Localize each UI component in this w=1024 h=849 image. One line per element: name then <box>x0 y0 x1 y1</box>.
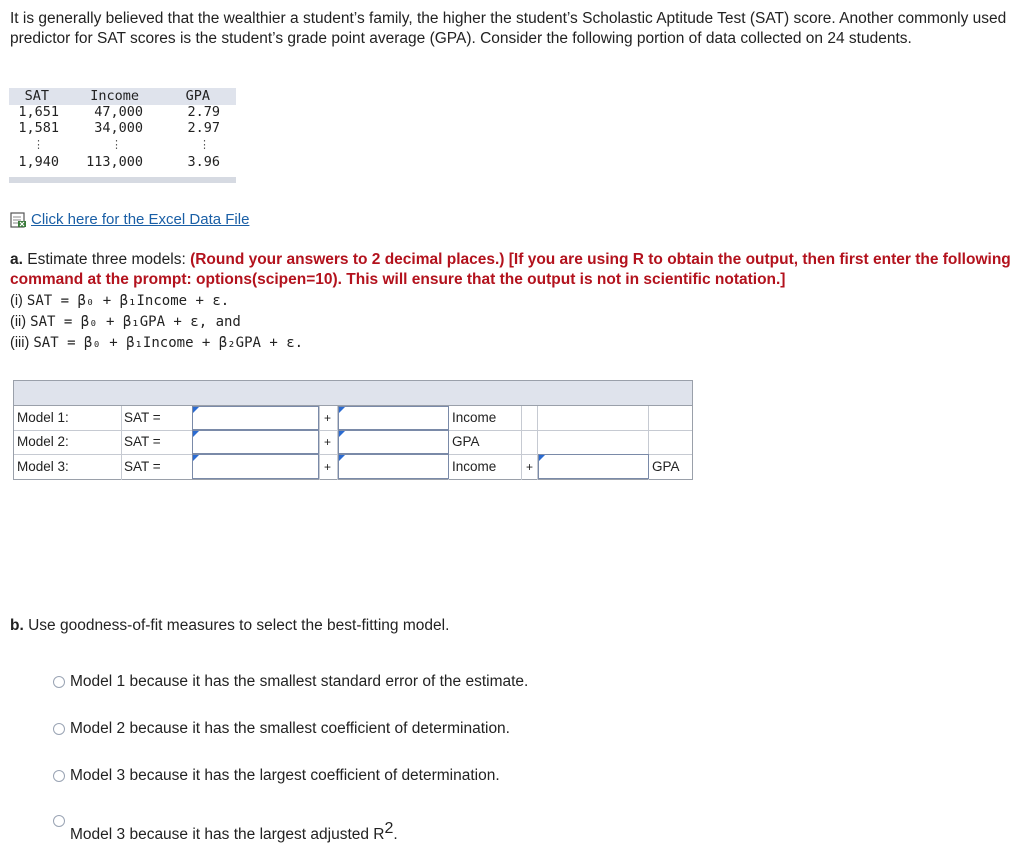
model-1-intercept-input[interactable] <box>192 406 319 430</box>
option-model-2[interactable] <box>53 720 510 738</box>
model-3-var-income: Income <box>452 459 497 474</box>
part-b-prefix: b. <box>10 617 24 634</box>
table-cell: 34,000 <box>94 120 143 136</box>
model-equation-2 <box>10 311 241 332</box>
plus-sign: + <box>324 460 332 474</box>
table-cell: 1,940 <box>18 154 59 170</box>
equation-formula: SAT = β₀ + β₁GPA + ε, and <box>30 314 241 330</box>
option-label <box>70 820 398 844</box>
table-cell: 1,581 <box>18 120 59 136</box>
option-label: Model 2 because it has the smallest coefficient of determination. <box>70 720 510 737</box>
col-header-income: Income <box>90 88 139 104</box>
model-2-gpa-coef-input[interactable] <box>338 430 449 454</box>
model-1-income-coef-input[interactable] <box>338 406 449 430</box>
radio-button[interactable] <box>53 676 65 688</box>
plus-sign: + <box>526 460 534 474</box>
input-marker-icon <box>539 455 545 461</box>
plus-sign: + <box>324 411 332 425</box>
ellipsis: ⋮ <box>111 138 122 151</box>
excel-link-text[interactable]: Click here for the Excel Data File <box>31 211 250 228</box>
radio-button[interactable] <box>53 770 65 782</box>
plus-sign: + <box>324 435 332 449</box>
model-3-var-gpa: GPA <box>652 459 680 474</box>
model-2-var-gpa: GPA <box>452 434 480 449</box>
table-cell: 2.79 <box>187 104 220 120</box>
part-a-instruction: (Round your answers to 2 decimal places.) [If you are using R to obtain the output, then first enter the following command at the prompt: options(scipen=10). This will ensure that the output is not in scientific notation.] <box>10 251 1011 288</box>
model-table-header <box>14 381 692 406</box>
option-label: Model 3 because it has the largest coefficient of determination. <box>70 767 500 784</box>
col-header-gpa: GPA <box>185 88 210 104</box>
input-marker-icon <box>339 455 345 461</box>
table-cell: 3.96 <box>187 154 220 170</box>
table-cell: 47,000 <box>94 104 143 120</box>
table-cell: 2.97 <box>187 120 220 136</box>
table-cell: 113,000 <box>86 154 143 170</box>
intro-text: It is generally believed that the wealthier a student’s family, the higher the student’s Scholastic Aptitude Test (SAT) score. Another commonly used predictor for SAT scores is the student’s grade point average (GPA). Consider the following portion of data collected on 24 students. <box>10 10 1007 47</box>
option-model-1[interactable] <box>53 673 528 691</box>
data-table <box>9 88 236 184</box>
radio-button[interactable] <box>53 815 65 827</box>
option-end: . <box>393 826 398 844</box>
part-a-question <box>10 250 1014 290</box>
model-1-label: Model 1: <box>17 410 69 425</box>
model-3-label: Model 3: <box>17 459 69 474</box>
ellipsis: ⋮ <box>199 138 210 151</box>
part-b-question <box>10 617 449 635</box>
option-superscript: 2 <box>384 820 394 837</box>
option-model-3-adj-r2[interactable] <box>53 815 398 844</box>
data-table-footer <box>9 177 236 183</box>
equation-label: (iii) <box>10 335 34 351</box>
equation-label: (i) <box>10 293 27 309</box>
equation-formula: SAT = β₀ + β₁Income + ε. <box>26 293 230 309</box>
part-a-prefix: a. <box>10 251 23 268</box>
model-3-income-coef-input[interactable] <box>338 454 449 479</box>
input-marker-icon <box>193 407 199 413</box>
part-a-lead: Estimate three models: <box>22 251 191 268</box>
model-answer-table <box>13 380 693 480</box>
model-3-intercept-input[interactable] <box>192 454 319 479</box>
ellipsis: ⋮ <box>33 138 44 151</box>
option-label: Model 1 because it has the smallest standard error of the estimate. <box>70 673 529 690</box>
model-2-intercept-input[interactable] <box>192 430 319 454</box>
model-equation-1 <box>10 290 229 311</box>
model-1-var-income: Income <box>452 410 497 425</box>
option-text: Model 3 because it has the largest adjusted R <box>70 826 385 844</box>
excel-data-link[interactable] <box>10 211 249 228</box>
input-marker-icon <box>193 431 199 437</box>
model-2-label: Model 2: <box>17 434 69 449</box>
option-model-3-r2[interactable] <box>53 767 500 785</box>
input-marker-icon <box>193 455 199 461</box>
model-equation-3 <box>10 332 303 353</box>
excel-file-icon <box>10 212 28 228</box>
part-b-text: Use goodness-of-fit measures to select the best-fitting model. <box>23 617 450 634</box>
model-2-lhs: SAT = <box>124 434 161 449</box>
model-3-lhs: SAT = <box>124 459 161 474</box>
col-header-sat: SAT <box>24 88 49 104</box>
table-cell: 1,651 <box>18 104 59 120</box>
model-1-lhs: SAT = <box>124 410 161 425</box>
equation-formula: SAT = β₀ + β₁Income + β₂GPA + ε. <box>33 335 304 351</box>
equation-label: (ii) <box>10 314 31 330</box>
input-marker-icon <box>339 431 345 437</box>
radio-button[interactable] <box>53 723 65 735</box>
model-3-gpa-coef-input[interactable] <box>538 454 649 479</box>
input-marker-icon <box>339 407 345 413</box>
